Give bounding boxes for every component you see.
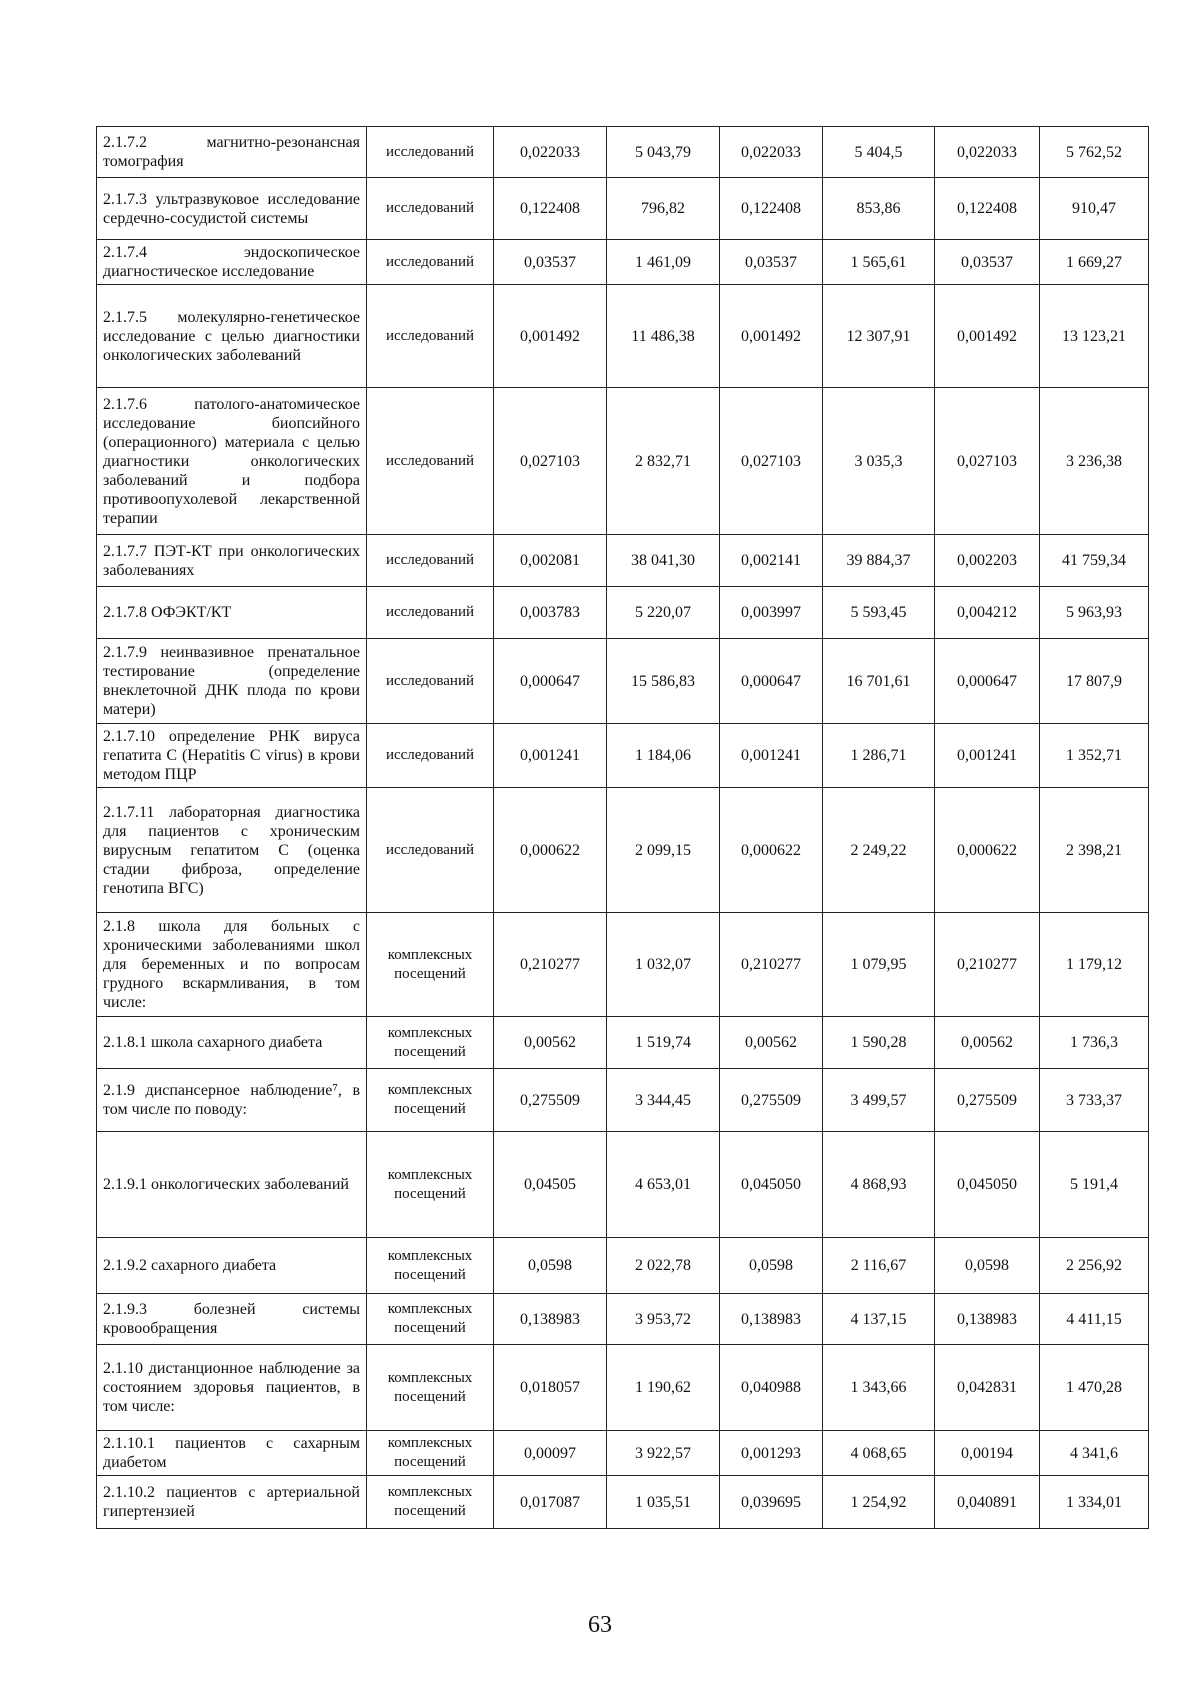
row-volume-1: 0,275509	[494, 1069, 607, 1132]
row-cost-3: 3 236,38	[1040, 388, 1149, 535]
row-volume-1: 0,000647	[494, 639, 607, 724]
row-cost-2: 4 137,15	[823, 1294, 935, 1345]
row-cost-1: 1 519,74	[607, 1017, 720, 1069]
row-volume-1: 0,001241	[494, 724, 607, 788]
row-name: 2.1.7.8 ОФЭКТ/КТ	[97, 587, 367, 639]
row-cost-3: 1 470,28	[1040, 1345, 1149, 1431]
row-cost-2: 1 565,61	[823, 240, 935, 285]
row-name: 2.1.8 школа для больных с хроническими заболеваниями школ для беременных и по вопросам грудного вскармливания, в том числе:	[97, 913, 367, 1017]
row-cost-2: 39 884,37	[823, 535, 935, 587]
row-volume-3: 0,00562	[935, 1017, 1040, 1069]
row-unit: комплексных посещений	[367, 1069, 494, 1132]
norms-table	[96, 126, 1149, 1529]
row-volume-2: 0,003997	[720, 587, 823, 639]
row-name: 2.1.9.1 онкологических заболеваний	[97, 1132, 367, 1238]
row-volume-1: 0,210277	[494, 913, 607, 1017]
row-unit: комплексных посещений	[367, 1431, 494, 1476]
table-row	[97, 639, 1149, 724]
row-volume-3: 0,004212	[935, 587, 1040, 639]
row-cost-3: 5 963,93	[1040, 587, 1149, 639]
row-unit: исследований	[367, 240, 494, 285]
row-cost-1: 3 344,45	[607, 1069, 720, 1132]
row-cost-2: 5 593,45	[823, 587, 935, 639]
table-row	[97, 285, 1149, 388]
row-volume-1: 0,001492	[494, 285, 607, 388]
row-cost-1: 3 922,57	[607, 1431, 720, 1476]
row-cost-2: 12 307,91	[823, 285, 935, 388]
row-cost-2: 853,86	[823, 178, 935, 240]
row-volume-3: 0,000647	[935, 639, 1040, 724]
row-cost-3: 2 256,92	[1040, 1238, 1149, 1294]
row-volume-1: 0,003783	[494, 587, 607, 639]
row-volume-2: 0,275509	[720, 1069, 823, 1132]
row-name: 2.1.7.9 неинвазивное пренатальное тестирование (определение внеклеточной ДНК плода по крови матери)	[97, 639, 367, 724]
row-cost-1: 15 586,83	[607, 639, 720, 724]
row-name: 2.1.9.2 сахарного диабета	[97, 1238, 367, 1294]
row-unit: исследований	[367, 587, 494, 639]
row-volume-2: 0,040988	[720, 1345, 823, 1431]
table-row	[97, 1431, 1149, 1476]
row-cost-3: 17 807,9	[1040, 639, 1149, 724]
row-volume-1: 0,04505	[494, 1132, 607, 1238]
row-volume-2: 0,03537	[720, 240, 823, 285]
row-name: 2.1.9.3 болезней системы кровообращения	[97, 1294, 367, 1345]
row-name: 2.1.7.4 эндоскопическое диагностическое исследование	[97, 240, 367, 285]
row-volume-2: 0,022033	[720, 127, 823, 178]
row-cost-2: 4 068,65	[823, 1431, 935, 1476]
row-cost-3: 1 179,12	[1040, 913, 1149, 1017]
row-unit: исследований	[367, 788, 494, 913]
row-cost-1: 2 099,15	[607, 788, 720, 913]
table-row	[97, 1069, 1149, 1132]
row-name: 2.1.7.11 лабораторная диагностика для пациентов с хроническим вирусным гепатитом С (оценка стадии фиброза, определение генотипа ВГС)	[97, 788, 367, 913]
row-volume-3: 0,045050	[935, 1132, 1040, 1238]
row-cost-1: 1 032,07	[607, 913, 720, 1017]
row-volume-3: 0,042831	[935, 1345, 1040, 1431]
row-volume-1: 0,000622	[494, 788, 607, 913]
row-cost-1: 796,82	[607, 178, 720, 240]
row-cost-3: 4 411,15	[1040, 1294, 1149, 1345]
row-volume-2: 0,001293	[720, 1431, 823, 1476]
table-row	[97, 587, 1149, 639]
row-cost-2: 1 254,92	[823, 1476, 935, 1529]
row-unit: исследований	[367, 535, 494, 587]
row-unit: комплексных посещений	[367, 913, 494, 1017]
row-unit: исследований	[367, 639, 494, 724]
row-volume-1: 0,002081	[494, 535, 607, 587]
row-volume-3: 0,138983	[935, 1294, 1040, 1345]
row-name: 2.1.8.1 школа сахарного диабета	[97, 1017, 367, 1069]
row-unit: комплексных посещений	[367, 1132, 494, 1238]
row-unit: исследований	[367, 724, 494, 788]
row-volume-2: 0,210277	[720, 913, 823, 1017]
table-row	[97, 535, 1149, 587]
row-name: 2.1.9 диспансерное наблюдение⁷, в том числе по поводу:	[97, 1069, 367, 1132]
row-volume-1: 0,022033	[494, 127, 607, 178]
row-volume-3: 0,0598	[935, 1238, 1040, 1294]
row-cost-3: 1 669,27	[1040, 240, 1149, 285]
row-name: 2.1.10.2 пациентов с артериальной гипертензией	[97, 1476, 367, 1529]
row-cost-3: 5 762,52	[1040, 127, 1149, 178]
table-row	[97, 178, 1149, 240]
row-cost-3: 2 398,21	[1040, 788, 1149, 913]
row-cost-1: 2 832,71	[607, 388, 720, 535]
row-cost-2: 16 701,61	[823, 639, 935, 724]
row-volume-1: 0,00097	[494, 1431, 607, 1476]
row-volume-1: 0,138983	[494, 1294, 607, 1345]
row-cost-2: 1 286,71	[823, 724, 935, 788]
row-volume-2: 0,001241	[720, 724, 823, 788]
table-row	[97, 724, 1149, 788]
row-cost-2: 3 035,3	[823, 388, 935, 535]
row-unit: комплексных посещений	[367, 1017, 494, 1069]
row-cost-1: 5 220,07	[607, 587, 720, 639]
row-volume-2: 0,00562	[720, 1017, 823, 1069]
table-row	[97, 1132, 1149, 1238]
row-volume-3: 0,00194	[935, 1431, 1040, 1476]
row-unit: комплексных посещений	[367, 1476, 494, 1529]
row-name: 2.1.7.2 магнитно-резонансная томография	[97, 127, 367, 178]
row-cost-3: 1 736,3	[1040, 1017, 1149, 1069]
row-volume-2: 0,039695	[720, 1476, 823, 1529]
row-cost-1: 1 184,06	[607, 724, 720, 788]
row-volume-2: 0,002141	[720, 535, 823, 587]
row-unit: исследований	[367, 388, 494, 535]
row-volume-2: 0,000647	[720, 639, 823, 724]
row-unit: комплексных посещений	[367, 1345, 494, 1431]
row-volume-2: 0,0598	[720, 1238, 823, 1294]
row-cost-3: 13 123,21	[1040, 285, 1149, 388]
row-name: 2.1.7.3 ультразвуковое исследование сердечно-сосудистой системы	[97, 178, 367, 240]
row-cost-2: 5 404,5	[823, 127, 935, 178]
table-row	[97, 913, 1149, 1017]
row-volume-3: 0,03537	[935, 240, 1040, 285]
row-cost-1: 5 043,79	[607, 127, 720, 178]
row-volume-3: 0,001241	[935, 724, 1040, 788]
row-name: 2.1.7.6 патолого-анатомическое исследование биопсийного (операционного) материала с целью диагностики онкологических заболеваний и подбора противоопухолевой лекарственной терапии	[97, 388, 367, 535]
row-cost-1: 3 953,72	[607, 1294, 720, 1345]
row-volume-1: 0,018057	[494, 1345, 607, 1431]
row-volume-3: 0,001492	[935, 285, 1040, 388]
row-name: 2.1.7.7 ПЭТ-КТ при онкологических заболеваниях	[97, 535, 367, 587]
row-volume-2: 0,138983	[720, 1294, 823, 1345]
row-cost-2: 1 590,28	[823, 1017, 935, 1069]
row-volume-2: 0,027103	[720, 388, 823, 535]
row-unit: исследований	[367, 127, 494, 178]
row-cost-2: 1 079,95	[823, 913, 935, 1017]
row-volume-3: 0,210277	[935, 913, 1040, 1017]
row-volume-2: 0,000622	[720, 788, 823, 913]
table-row	[97, 240, 1149, 285]
row-cost-3: 5 191,4	[1040, 1132, 1149, 1238]
row-cost-1: 38 041,30	[607, 535, 720, 587]
table-row	[97, 388, 1149, 535]
row-cost-1: 4 653,01	[607, 1132, 720, 1238]
table-row	[97, 1238, 1149, 1294]
row-volume-1: 0,017087	[494, 1476, 607, 1529]
row-volume-3: 0,000622	[935, 788, 1040, 913]
row-cost-3: 3 733,37	[1040, 1069, 1149, 1132]
row-cost-2: 2 249,22	[823, 788, 935, 913]
row-volume-3: 0,002203	[935, 535, 1040, 587]
row-cost-1: 11 486,38	[607, 285, 720, 388]
row-volume-1: 0,027103	[494, 388, 607, 535]
row-cost-2: 1 343,66	[823, 1345, 935, 1431]
row-volume-1: 0,0598	[494, 1238, 607, 1294]
row-cost-3: 1 334,01	[1040, 1476, 1149, 1529]
row-volume-3: 0,027103	[935, 388, 1040, 535]
row-name: 2.1.10 дистанционное наблюдение за состоянием здоровья пациентов, в том числе:	[97, 1345, 367, 1431]
row-volume-1: 0,00562	[494, 1017, 607, 1069]
row-volume-3: 0,040891	[935, 1476, 1040, 1529]
row-cost-2: 4 868,93	[823, 1132, 935, 1238]
row-volume-1: 0,03537	[494, 240, 607, 285]
row-name: 2.1.7.10 определение РНК вируса гепатита С (Hepatitis С virus) в крови методом ПЦР	[97, 724, 367, 788]
row-volume-3: 0,275509	[935, 1069, 1040, 1132]
row-name: 2.1.10.1 пациентов с сахарным диабетом	[97, 1431, 367, 1476]
row-cost-1: 1 461,09	[607, 240, 720, 285]
row-cost-1: 1 190,62	[607, 1345, 720, 1431]
row-name: 2.1.7.5 молекулярно-генетическое исследование с целью диагностики онкологических заболеваний	[97, 285, 367, 388]
table-row	[97, 1294, 1149, 1345]
row-cost-1: 1 035,51	[607, 1476, 720, 1529]
table-body	[97, 127, 1149, 1529]
row-cost-3: 1 352,71	[1040, 724, 1149, 788]
table-row	[97, 1476, 1149, 1529]
row-cost-3: 4 341,6	[1040, 1431, 1149, 1476]
table-row	[97, 1345, 1149, 1431]
row-unit: комплексных посещений	[367, 1238, 494, 1294]
table-row	[97, 1017, 1149, 1069]
table-row	[97, 127, 1149, 178]
row-cost-2: 2 116,67	[823, 1238, 935, 1294]
row-volume-3: 0,122408	[935, 178, 1040, 240]
row-cost-1: 2 022,78	[607, 1238, 720, 1294]
row-volume-2: 0,045050	[720, 1132, 823, 1238]
row-cost-2: 3 499,57	[823, 1069, 935, 1132]
row-unit: исследований	[367, 178, 494, 240]
row-volume-3: 0,022033	[935, 127, 1040, 178]
row-volume-1: 0,122408	[494, 178, 607, 240]
row-volume-2: 0,001492	[720, 285, 823, 388]
row-unit: комплексных посещений	[367, 1294, 494, 1345]
row-cost-3: 910,47	[1040, 178, 1149, 240]
page-number: 63	[588, 1612, 612, 1638]
row-volume-2: 0,122408	[720, 178, 823, 240]
row-cost-3: 41 759,34	[1040, 535, 1149, 587]
table-row	[97, 788, 1149, 913]
row-unit: исследований	[367, 285, 494, 388]
